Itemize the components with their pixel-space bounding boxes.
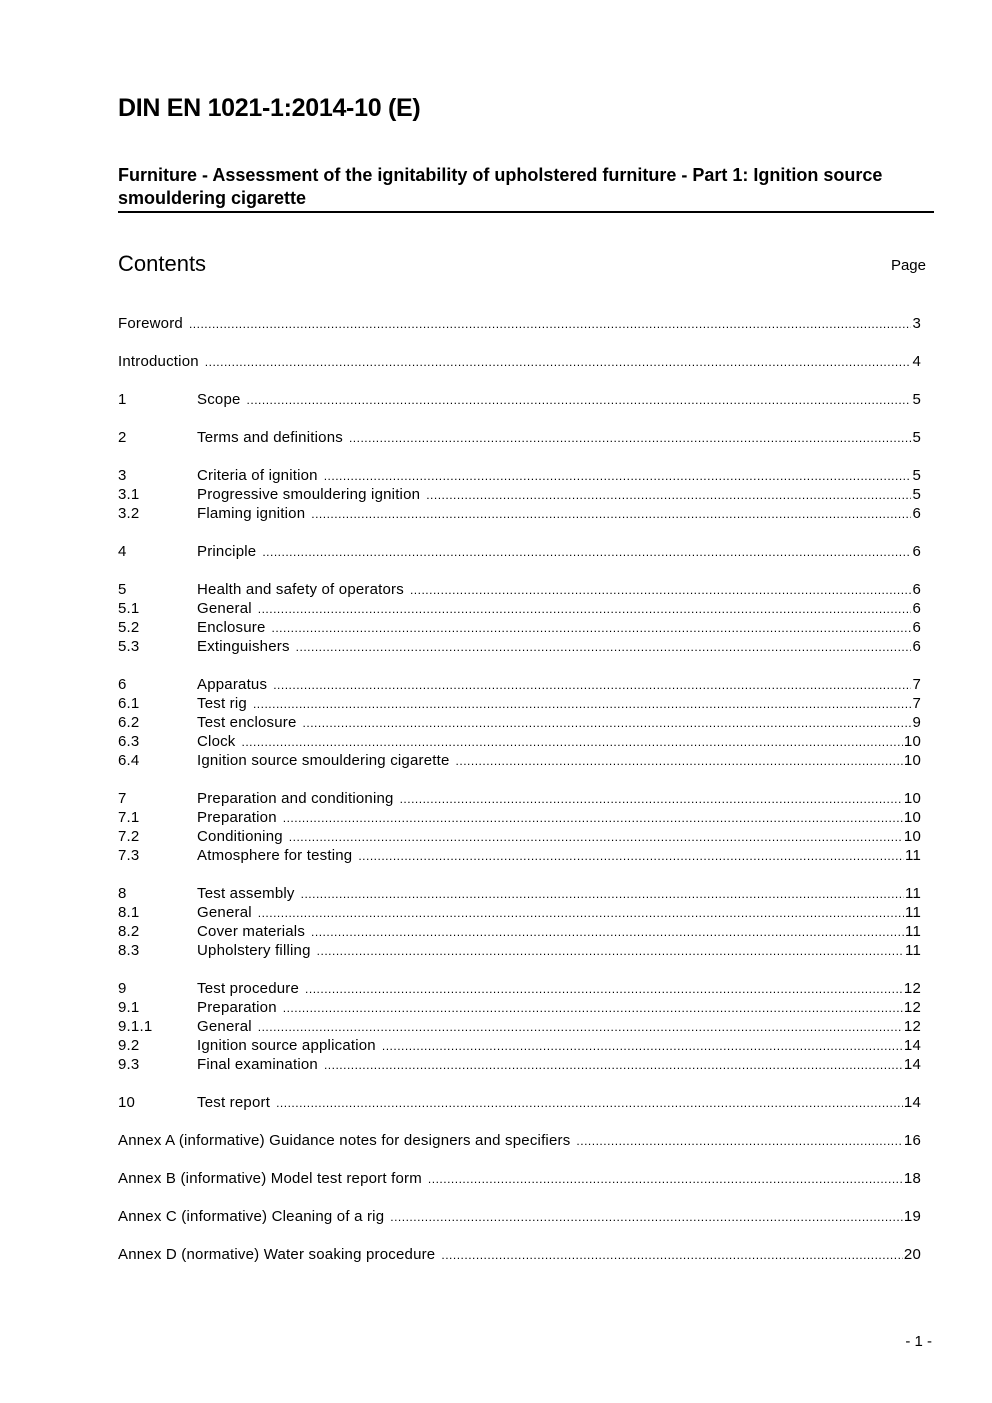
toc-entry-page: 11 [905,923,921,940]
toc-entry-title: Introduction [118,353,199,370]
toc-entry-number: 5 [118,581,127,598]
toc-dot-leader [324,469,912,483]
toc-entry-number: 7 [118,790,127,807]
toc-entry-number: 1 [118,391,127,408]
toc-entry-number: 2 [118,429,127,446]
toc-entry-page: 10 [903,733,921,750]
toc-entry-number: 6.2 [118,714,140,731]
toc-group [118,1246,921,1265]
toc-entry[interactable] [118,999,921,1018]
toc-entry[interactable] [118,353,921,372]
toc-dot-leader [441,1248,903,1262]
toc-entry-page: 5 [912,467,921,484]
toc-entry-title: Criteria of ignition [197,467,318,484]
toc-entry-title: Test assembly [197,885,295,902]
document-id: DIN EN 1021-1:2014-10 (E) [118,94,421,122]
toc-entry-number: 9 [118,980,127,997]
toc-entry-number: 9.1 [118,999,140,1016]
toc-entry-page: 4 [912,353,921,370]
toc-entry-number: 8 [118,885,127,902]
toc-entry-page: 19 [903,1208,921,1225]
toc-entry-title: Preparation and conditioning [197,790,394,807]
toc-entry[interactable] [118,676,921,695]
toc-entry-title: Preparation [197,809,277,826]
toc-entry[interactable] [118,600,921,619]
page-column-label: Page [890,257,926,274]
toc-entry-page: 10 [903,752,921,769]
toc-dot-leader [253,697,912,711]
toc-entry-number: 6 [118,676,127,693]
toc-dot-leader [317,944,904,958]
toc-entry-page: 11 [905,885,921,902]
toc-dot-leader [262,545,911,559]
toc-entry-number: 7.3 [118,847,140,864]
toc-entry-title: Cover materials [197,923,306,940]
toc-entry-title: Ignition source application [197,1037,376,1054]
toc-entry-page: 20 [903,1246,921,1263]
toc-group [118,391,921,410]
toc-entry[interactable] [118,467,921,486]
toc-entry[interactable] [118,429,921,448]
toc-entry-title: Flaming ignition [197,505,306,522]
document-title: Furniture - Assessment of the ignitability of upholstered furniture - Part 1: Ignition source smouldering cigarette [118,165,883,208]
toc-entry-page: 6 [912,581,921,598]
toc-entry-page: 5 [912,429,921,446]
toc-dot-leader [428,1172,903,1186]
toc-group [118,467,921,524]
toc-entry-title: Test enclosure [197,714,297,731]
toc-entry[interactable] [118,923,921,942]
toc-entry-number: 8.1 [118,904,140,921]
toc-entry-page: 6 [912,600,921,617]
toc-entry-title: Ignition source smouldering cigarette [197,752,450,769]
toc-dot-leader [303,716,912,730]
toc-entry-page: 7 [912,676,921,693]
toc-entry-number: 6.4 [118,752,140,769]
toc-entry-title: Scope [197,391,241,408]
toc-group [118,353,921,372]
toc-entry[interactable] [118,1170,921,1189]
toc-dot-leader [247,393,912,407]
toc-entry-title: Annex B (informative) Model test report form [118,1170,422,1187]
toc-entry-page: 5 [912,391,921,408]
toc-entry-number: 6.1 [118,695,140,712]
toc-dot-leader [296,640,912,654]
toc-group [118,790,921,866]
toc-entry-title: Test procedure [197,980,300,997]
toc-entry-number: 5.1 [118,600,140,617]
toc-entry[interactable] [118,638,921,657]
toc-dot-leader [400,792,903,806]
toc-dot-leader [301,887,904,901]
toc-entry-title: Foreword [118,315,183,332]
toc-dot-leader [324,1058,903,1072]
table-of-contents [118,315,921,1284]
toc-entry-page: 16 [903,1132,921,1149]
toc-entry[interactable] [118,752,921,771]
toc-entry[interactable] [118,1056,921,1075]
toc-entry-page: 14 [903,1094,921,1111]
toc-entry[interactable] [118,904,921,923]
toc-group [118,1094,921,1113]
toc-entry-number: 7.2 [118,828,140,845]
toc-group [118,543,921,562]
toc-dot-leader [410,583,911,597]
toc-entry-page: 6 [912,638,921,655]
toc-dot-leader [283,1001,903,1015]
toc-entry-title: Progressive smouldering ignition [197,486,421,503]
toc-dot-leader [258,1020,903,1034]
toc-group [118,429,921,448]
toc-entry-page: 11 [905,847,921,864]
toc-dot-leader [283,811,903,825]
toc-entry-title: Clock [197,733,236,750]
toc-dot-leader [272,621,912,635]
toc-entry[interactable] [118,885,921,904]
toc-entry[interactable] [118,1246,921,1265]
toc-entry-title: Test report [197,1094,271,1111]
toc-entry-page: 18 [903,1170,921,1187]
toc-entry-title: Enclosure [197,619,266,636]
toc-entry[interactable] [118,505,921,524]
toc-entry-number: 3.1 [118,486,140,503]
toc-entry-title: Health and safety of operators [197,581,404,598]
toc-entry-number: 7.1 [118,809,140,826]
toc-entry-title: Annex C (informative) Cleaning of a rig [118,1208,385,1225]
toc-entry-page: 11 [905,942,921,959]
toc-entry-number: 9.1.1 [118,1018,153,1035]
toc-entry-title: Conditioning [197,828,283,845]
toc-entry-page: 5 [912,486,921,503]
contents-heading: Contents [118,251,207,276]
toc-dot-leader [426,488,911,502]
toc-entry-number: 5.2 [118,619,140,636]
toc-entry[interactable] [118,1037,921,1056]
toc-entry[interactable] [118,543,921,562]
toc-entry-number: 8.3 [118,942,140,959]
toc-entry-title: Test rig [197,695,247,712]
toc-entry-number: 6.3 [118,733,140,750]
toc-dot-leader [311,925,904,939]
toc-group [118,315,921,334]
page-number: - 1 - [905,1333,932,1350]
toc-group [118,1208,921,1227]
toc-entry-page: 10 [903,790,921,807]
toc-entry-number: 5.3 [118,638,140,655]
toc-group [118,676,921,771]
toc-entry-page: 14 [903,1037,921,1054]
toc-entry[interactable] [118,695,921,714]
toc-entry-page: 12 [903,1018,921,1035]
toc-entry-page: 3 [912,315,921,332]
toc-group [118,1170,921,1189]
toc-entry-number: 9.2 [118,1037,140,1054]
toc-dot-leader [311,507,911,521]
toc-entry-page: 10 [903,828,921,845]
toc-entry-page: 7 [912,695,921,712]
toc-entry-title: Annex D (normative) Water soaking procedure [118,1246,436,1263]
toc-dot-leader [390,1210,903,1224]
toc-entry-number: 4 [118,543,127,560]
toc-entry[interactable] [118,942,921,961]
toc-entry[interactable] [118,1018,921,1037]
toc-entry-page: 12 [903,999,921,1016]
toc-dot-leader [258,602,912,616]
toc-entry-page: 9 [912,714,921,731]
toc-entry[interactable] [118,733,921,752]
toc-group [118,980,921,1075]
toc-entry-title: Apparatus [197,676,268,693]
toc-group [118,885,921,961]
toc-entry-number: 8.2 [118,923,140,940]
toc-entry-title: General [197,904,252,921]
toc-dot-leader [258,906,904,920]
toc-entry[interactable] [118,980,921,999]
toc-entry[interactable] [118,847,921,866]
toc-entry[interactable] [118,809,921,828]
toc-entry-title: Principle [197,543,257,560]
toc-entry-page: 14 [903,1056,921,1073]
toc-entry-page: 6 [912,505,921,522]
toc-entry[interactable] [118,391,921,410]
toc-dot-leader [305,982,903,996]
toc-entry[interactable] [118,1094,921,1113]
toc-entry-title: Preparation [197,999,277,1016]
toc-dot-leader [189,317,911,331]
toc-group [118,581,921,657]
toc-entry[interactable] [118,1132,921,1151]
toc-entry-title: Upholstery filling [197,942,311,959]
toc-entry-page: 12 [903,980,921,997]
toc-dot-leader [576,1134,903,1148]
toc-dot-leader [242,735,903,749]
toc-entry[interactable] [118,714,921,733]
toc-entry[interactable] [118,619,921,638]
toc-entry[interactable] [118,828,921,847]
toc-entry-number: 9.3 [118,1056,140,1073]
toc-dot-leader [358,849,904,863]
toc-entry-page: 11 [905,904,921,921]
toc-entry-title: Atmosphere for testing [197,847,353,864]
toc-entry-page: 6 [912,619,921,636]
toc-entry-page: 6 [912,543,921,560]
toc-entry-title: Terms and definitions [197,429,343,446]
toc-entry[interactable] [118,790,921,809]
toc-dot-leader [289,830,903,844]
toc-entry-number: 3 [118,467,127,484]
toc-entry-title: Extinguishers [197,638,290,655]
toc-entry[interactable] [118,486,921,505]
toc-entry-page: 10 [903,809,921,826]
toc-group [118,1132,921,1151]
toc-entry[interactable] [118,315,921,334]
toc-entry-number: 10 [118,1094,136,1111]
toc-entry-title: Final examination [197,1056,318,1073]
toc-dot-leader [382,1039,903,1053]
toc-entry-number: 3.2 [118,505,140,522]
toc-dot-leader [205,355,912,369]
toc-dot-leader [456,754,903,768]
toc-entry[interactable] [118,1208,921,1227]
toc-entry-title: Annex A (informative) Guidance notes for designers and specifiers [118,1132,571,1149]
toc-entry-title: General [197,1018,252,1035]
toc-dot-leader [349,431,912,445]
toc-dot-leader [273,678,911,692]
toc-dot-leader [276,1096,903,1110]
toc-entry-title: General [197,600,252,617]
toc-entry[interactable] [118,581,921,600]
title-divider [118,211,934,213]
